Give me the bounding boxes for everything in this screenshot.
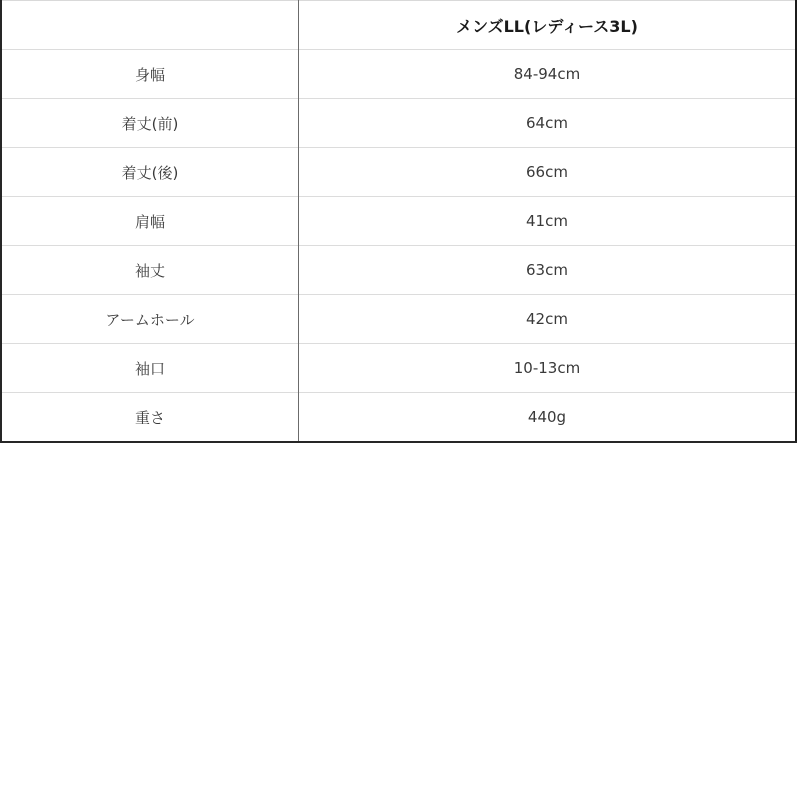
size-table-body — [1, 1, 796, 443]
measurement-label: 身幅 — [1, 50, 299, 99]
measurement-value: 66cm — [299, 148, 797, 197]
measurement-value: 63cm — [299, 246, 797, 295]
measurement-value: 64cm — [299, 99, 797, 148]
measurement-label: 着丈(前) — [1, 99, 299, 148]
table-row — [1, 197, 796, 246]
measurement-label: 着丈(後) — [1, 148, 299, 197]
header-corner-cell — [1, 1, 299, 50]
table-row — [1, 99, 796, 148]
measurement-value: 41cm — [299, 197, 797, 246]
table-row — [1, 393, 796, 443]
table-row — [1, 148, 796, 197]
table-row — [1, 344, 796, 393]
measurement-label: 袖口 — [1, 344, 299, 393]
measurement-label: 重さ — [1, 393, 299, 443]
measurement-value: 10-13cm — [299, 344, 797, 393]
header-size-label: メンズLL(レディース3L) — [299, 1, 797, 50]
measurement-label: 肩幅 — [1, 197, 299, 246]
table-row — [1, 295, 796, 344]
measurement-value: 84-94cm — [299, 50, 797, 99]
measurement-label: 袖丈 — [1, 246, 299, 295]
measurement-value: 440g — [299, 393, 797, 443]
size-table-header-row — [1, 1, 796, 50]
table-row — [1, 50, 796, 99]
measurement-label: アームホール — [1, 295, 299, 344]
table-row — [1, 246, 796, 295]
measurement-value: 42cm — [299, 295, 797, 344]
